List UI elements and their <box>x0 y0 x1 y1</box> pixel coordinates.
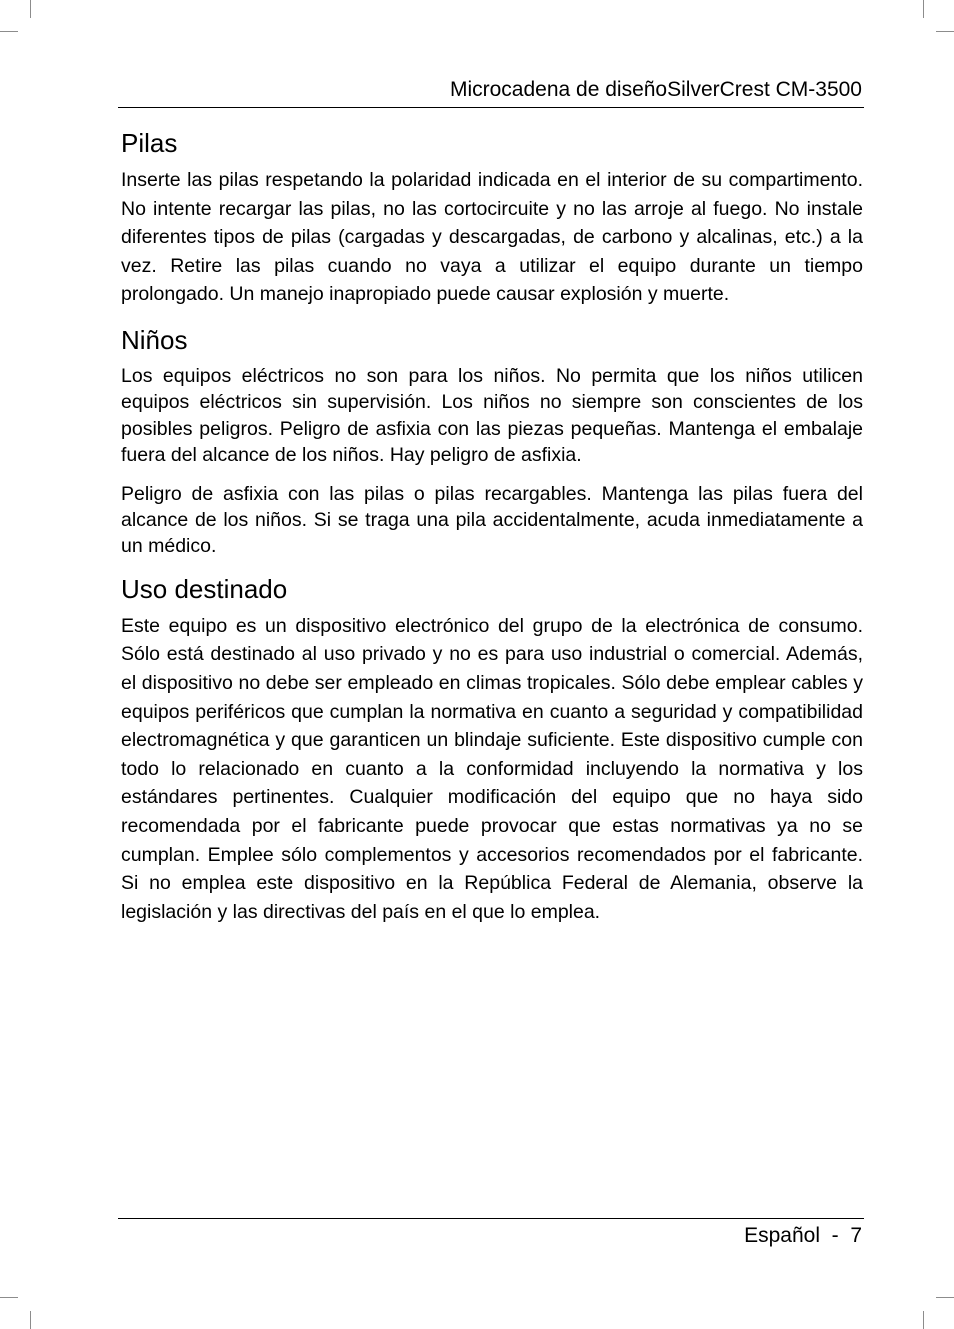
section-heading: Niños <box>121 324 188 355</box>
crop-mark <box>0 1297 18 1298</box>
section-heading: Uso destinado <box>121 573 288 604</box>
crop-mark <box>923 0 924 18</box>
page-content <box>121 126 863 940</box>
section-pilas <box>121 126 863 309</box>
crop-mark <box>30 0 31 18</box>
crop-mark <box>923 1311 924 1329</box>
section-paragraph: Peligro de asfixia con las pilas o pilas recargables. Mantenga las pilas fuera del alcance de los niños. Si se traga una pila accidentalmente, acuda inmediatamente a un médico. <box>121 482 863 558</box>
header-rule <box>118 107 864 108</box>
page-footer: Español - 7 <box>744 1224 862 1247</box>
section-heading: Pilas <box>121 128 178 158</box>
crop-mark <box>0 31 18 32</box>
section-ninos <box>121 323 863 560</box>
section-paragraph: Este equipo es un dispositivo electrónico del grupo de la electrónica de consumo. Sólo está destinado al uso privado y no es para uso industrial o comercial. Además, el dispositivo no debe ser empleado en climas tropicales. Sólo debe emplear cables y equipos periféricos que cumplan la normativa en cuanto a seguridad y compatibilidad electromagnética y que garanticen un blindaje suficiente. Este dispositivo cumple con todo lo relacionado en cuanto a la conformidad incluyendo la normativa y los estándares pertinentes. Cualquier modificación del equipo que no haya sido recomendada por el fabricante puede provocar que estas normativas ya no se cumplan. Emplee sólo complementos y accesorios recomendados por el fabricante. Si no emplea este dispositivo en la República Federal de Alemania, observe la legislación y las directivas del país en el que lo emplea. <box>121 614 863 923</box>
section-uso-destinado <box>121 572 863 927</box>
section-paragraph: Los equipos eléctricos no son para los niños. No permita que los niños utilicen equipos eléctricos sin supervisión. Los niños no siempre son conscientes de los posibles peligros. Peligro de asfixia con las piezas pequeñas. Mantenga el embalaje fuera del alcance de los niños. Hay peligro de asfixia. <box>121 364 863 467</box>
crop-mark <box>936 1297 954 1298</box>
running-header: Microcadena de diseñoSilverCrest CM-3500 <box>449 78 862 101</box>
section-paragraph: Inserte las pilas respetando la polaridad indicada en el interior de su compartimento. No intente recargar las pilas, no las cortocircuite y no las arroje al fuego. No instale diferentes tipos de pilas (cargadas y descargadas, de carbono y alcalinas, etc.) a la vez. Retire las pilas cuando no vaya a utilizar el equipo durante un tiempo prolongado. Un manejo inapropiado puede causar explosión y muerte. <box>121 169 863 306</box>
crop-mark <box>30 1311 31 1329</box>
crop-mark <box>936 31 954 32</box>
footer-rule <box>118 1218 864 1219</box>
